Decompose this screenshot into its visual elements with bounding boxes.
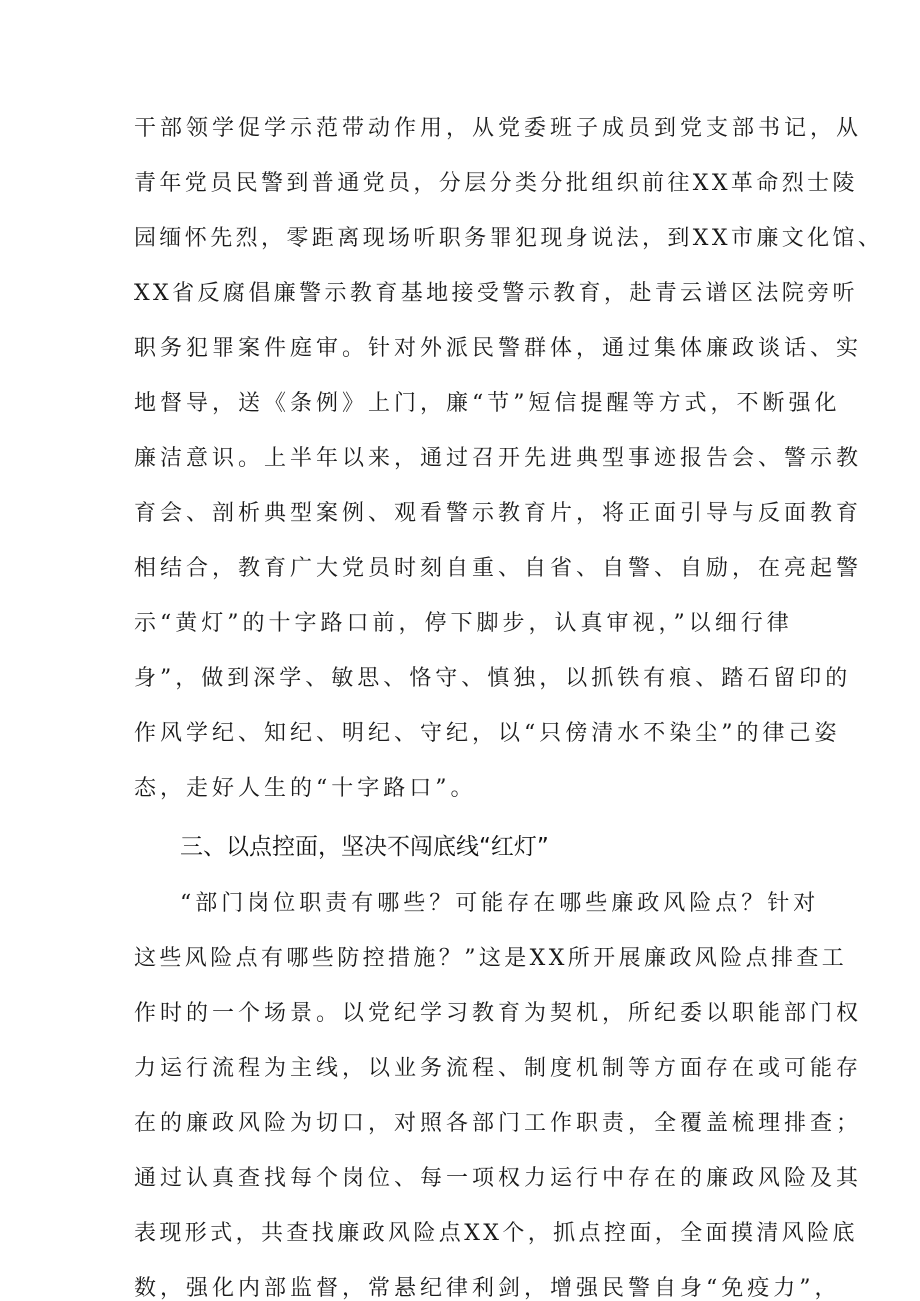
paragraph-1-line-6: 地督导，送《条例》上门，廉“节”短信提醒等方式，不断强化: [134, 391, 841, 416]
section-heading: 三、以点控面，坚决不闯底线“红灯”: [180, 834, 549, 860]
paragraph-2-line-5: 在的廉政风险为切口，对照各部门工作职责，全覆盖梳理排查；: [134, 1111, 863, 1136]
paragraph-1-line-2: 青年党员民警到普通党员，分层分类分批组织前往XX革命烈士陵: [134, 171, 858, 196]
paragraph-1-line-5: 职务犯罪案件庭审。针对外派民警群体，通过集体廉政谈话、实: [134, 336, 863, 361]
paragraph-1-line-8: 育会、剖析典型案例、观看警示教育片，将正面引导与反面教育: [134, 501, 863, 526]
paragraph-2-line-7: 表现形式，共查找廉政风险点XX个，抓点控面，全面摸清风险底: [134, 1221, 858, 1246]
paragraph-1-line-11: 身”，做到深学、敏思、恪守、慎独，以抓铁有痕、踏石留印的: [134, 666, 852, 691]
paragraph-1-line-4: XX省反腐倡廉警示教育基地接受警示教育，赴青云谱区法院旁听: [134, 281, 858, 306]
paragraph-1-line-13: 态，走好人生的“十字路口”。: [134, 776, 477, 801]
paragraph-1-line-7: 廉洁意识。上半年以来，通过召开先进典型事迹报告会、警示教: [134, 446, 863, 471]
paragraph-2-line-8: 数，强化内部监督，常悬纪律利剑，增强民警自身“免疫力”，: [134, 1276, 841, 1301]
paragraph-2-line-3: 作时的一个场景。以党纪学习教育为契机，所纪委以职能部门权: [134, 1001, 863, 1026]
paragraph-2-line-2: 这些风险点有哪些防控措施？”这是XX所开展廉政风险点排查工: [134, 946, 848, 971]
paragraph-1-line-3: 园缅怀先烈，零距离现场听职务罪犯现身说法，到XX市廉文化馆、: [134, 226, 884, 251]
paragraph-1-line-10: 示“黄灯”的十字路口前，停下脚步，认真审视，”以细行律: [134, 611, 793, 636]
paragraph-2-line-6: 通过认真查找每个岗位、每一项权力运行中存在的廉政风险及其: [134, 1166, 863, 1191]
paragraph-2-line-4: 力运行流程为主线，以业务流程、制度机制等方面存在或可能存: [134, 1056, 863, 1081]
paragraph-2-line-1: “部门岗位职责有哪些？可能存在哪些廉政风险点？针对: [180, 891, 820, 916]
paragraph-1-line-9: 相结合，教育广大党员时刻自重、自省、自警、自励，在亮起警: [134, 556, 863, 581]
paragraph-1-line-12: 作风学纪、知纪、明纪、守纪，以“只傍清水不染尘”的律己姿: [134, 721, 841, 746]
paragraph-1-line-1: 干部领学促学示范带动作用，从党委班子成员到党支部书记，从: [134, 116, 863, 141]
